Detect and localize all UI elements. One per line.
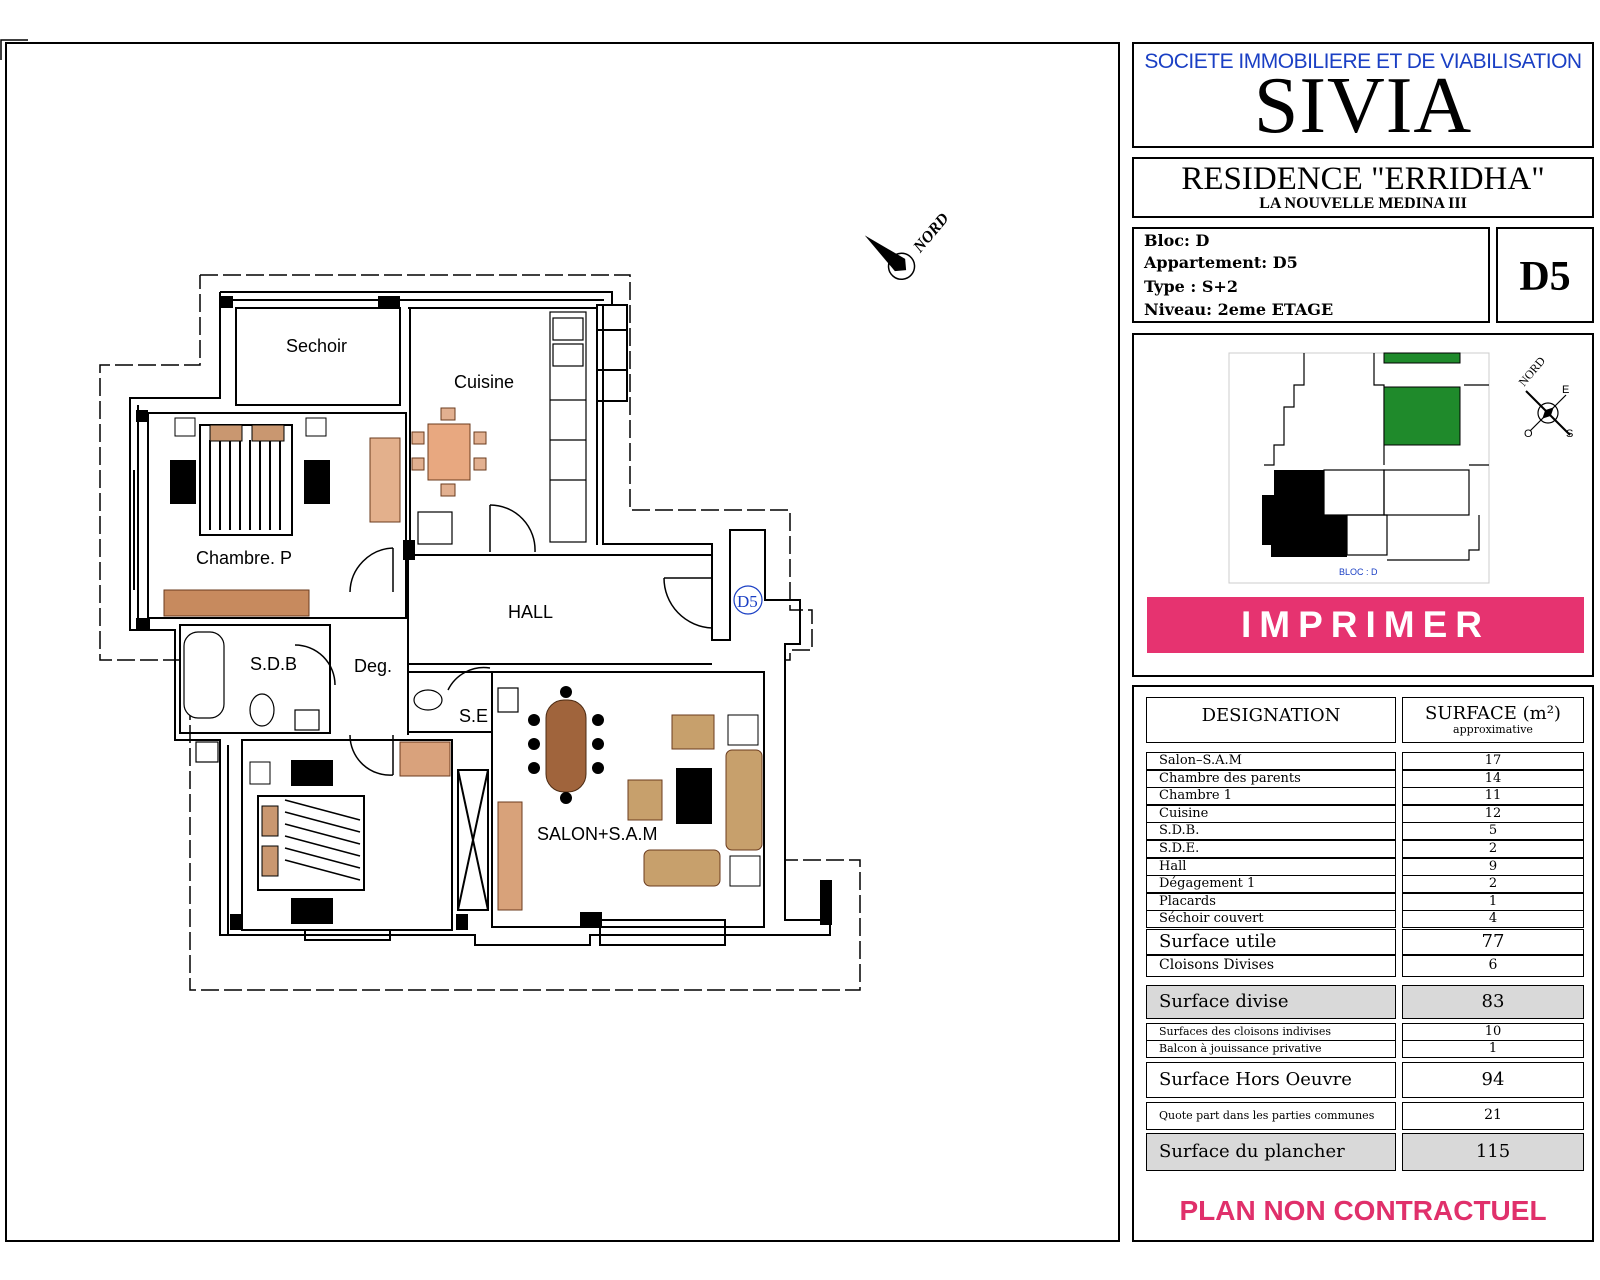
room-label-sdb: S.D.B <box>250 654 298 674</box>
apartment-code-box <box>1496 227 1594 323</box>
compass-rose-icon <box>1526 391 1570 435</box>
table-row-label: Chambre 1 <box>1146 787 1396 805</box>
apartment-code: D5 <box>1519 254 1571 300</box>
niveau-info: Niveau: 2eme ETAGE <box>1144 300 1334 319</box>
dresser <box>370 438 400 522</box>
surface-divise-value: 83 <box>1402 985 1584 1019</box>
cloisons-indivises-value: 10 <box>1402 1023 1584 1041</box>
corner-bracket <box>1 40 28 60</box>
quote-part-value: 21 <box>1402 1102 1584 1130</box>
residence-title: RESIDENCE "ERRIDHA" <box>1181 161 1545 197</box>
north-arrow-icon <box>856 184 955 285</box>
header-designation: DESIGNATION <box>1146 697 1396 743</box>
surface-table-panel <box>1132 685 1594 1242</box>
table-row-label: Séchoir couvert <box>1146 910 1396 928</box>
room-label-hall: HALL <box>508 602 554 622</box>
type-info: Type : S+2 <box>1144 277 1238 296</box>
room-label-deg: Deg. <box>354 656 393 676</box>
table-row-value: 9 <box>1402 858 1584 876</box>
master-bed <box>170 418 330 535</box>
company-logo: SIVIA <box>1253 62 1473 150</box>
table-row-value: 14 <box>1402 770 1584 788</box>
compass-north: NORD <box>1515 353 1549 389</box>
doors <box>295 505 712 775</box>
cloisons-divises-label: Cloisons Divises <box>1146 955 1396 977</box>
header-surface-label: SURFACE (m²) <box>1425 703 1561 724</box>
print-button[interactable]: IMPRIMER <box>1147 597 1584 653</box>
table-row-value: 1 <box>1402 893 1584 911</box>
table-row-value: 2 <box>1402 840 1584 858</box>
table-row-value: 12 <box>1402 805 1584 823</box>
quote-part-label: Quote part dans les parties communes <box>1146 1102 1396 1130</box>
room-label-cuisine: Cuisine <box>454 372 515 392</box>
garden-area <box>1384 387 1460 445</box>
surface-divise-label: Surface divise <box>1146 985 1396 1019</box>
header-surface-note: approximative <box>1453 723 1533 736</box>
table-row-value: 2 <box>1402 875 1584 893</box>
table-row-label: Hall <box>1146 858 1396 876</box>
location-map-panel <box>1132 333 1594 677</box>
room-label-salon: SALON+S.A.M <box>537 824 658 844</box>
cloisons-indivises-label: Surfaces des cloisons indivises <box>1146 1023 1396 1041</box>
hors-oeuvre-label: Surface Hors Oeuvre <box>1146 1062 1396 1098</box>
company-name: SOCIETE IMMOBILIERE ET DE VIABILISATION <box>1144 50 1582 73</box>
room-label-chambre-p: Chambre. P <box>196 548 293 568</box>
surface-utile-label: Surface utile <box>1146 929 1396 955</box>
compass-south: S <box>1566 428 1574 440</box>
north-arrow-label: NORD <box>910 210 953 256</box>
header-surface <box>1402 697 1584 743</box>
disclaimer-note: PLAN NON CONTRACTUEL <box>1179 1195 1547 1226</box>
balcon-value: 1 <box>1402 1040 1584 1058</box>
bloc-label: BLOC : D <box>1339 567 1378 577</box>
surface-utile-value: 77 <box>1402 929 1584 955</box>
table-row-label: Salon–S.A.M <box>1146 752 1396 770</box>
residence-header <box>1132 157 1594 218</box>
table-row-value: 5 <box>1402 822 1584 840</box>
bed-room-1 <box>250 760 364 924</box>
table-row-label: Placards <box>1146 893 1396 911</box>
wardrobe <box>164 590 309 616</box>
room-label-sechoir: Sechoir <box>286 336 348 356</box>
residence-subtitle: LA NOUVELLE MEDINA III <box>1259 195 1467 212</box>
room-label-se: S.E <box>459 706 489 726</box>
table-row-label: Chambre des parents <box>1146 770 1396 788</box>
dining-table-kitchen <box>412 408 486 496</box>
bloc-info: Bloc: D <box>1144 231 1210 250</box>
salon-furniture <box>498 686 762 910</box>
table-row-value: 17 <box>1402 752 1584 770</box>
table-row-value: 11 <box>1402 787 1584 805</box>
table-row-label: S.D.E. <box>1146 840 1396 858</box>
table-row-value: 4 <box>1402 910 1584 928</box>
table-row-label: S.D.B. <box>1146 822 1396 840</box>
compass-west: O <box>1524 428 1533 440</box>
desk <box>400 742 450 776</box>
apartment-info <box>1132 227 1490 323</box>
compass-east: E <box>1562 384 1570 396</box>
hors-oeuvre-value: 94 <box>1402 1062 1584 1098</box>
balcon-label: Balcon à jouissance privative <box>1146 1040 1396 1058</box>
appartement-info: Appartement: D5 <box>1144 253 1298 272</box>
plancher-label: Surface du plancher <box>1146 1133 1396 1171</box>
table-row-label: Dégagement 1 <box>1146 875 1396 893</box>
door-tag: D5 <box>737 592 758 611</box>
table-row-label: Cuisine <box>1146 805 1396 823</box>
company-header <box>1132 42 1594 148</box>
plancher-value: 115 <box>1402 1133 1584 1171</box>
cloisons-divises-value: 6 <box>1402 955 1584 977</box>
location-map <box>1134 335 1594 585</box>
